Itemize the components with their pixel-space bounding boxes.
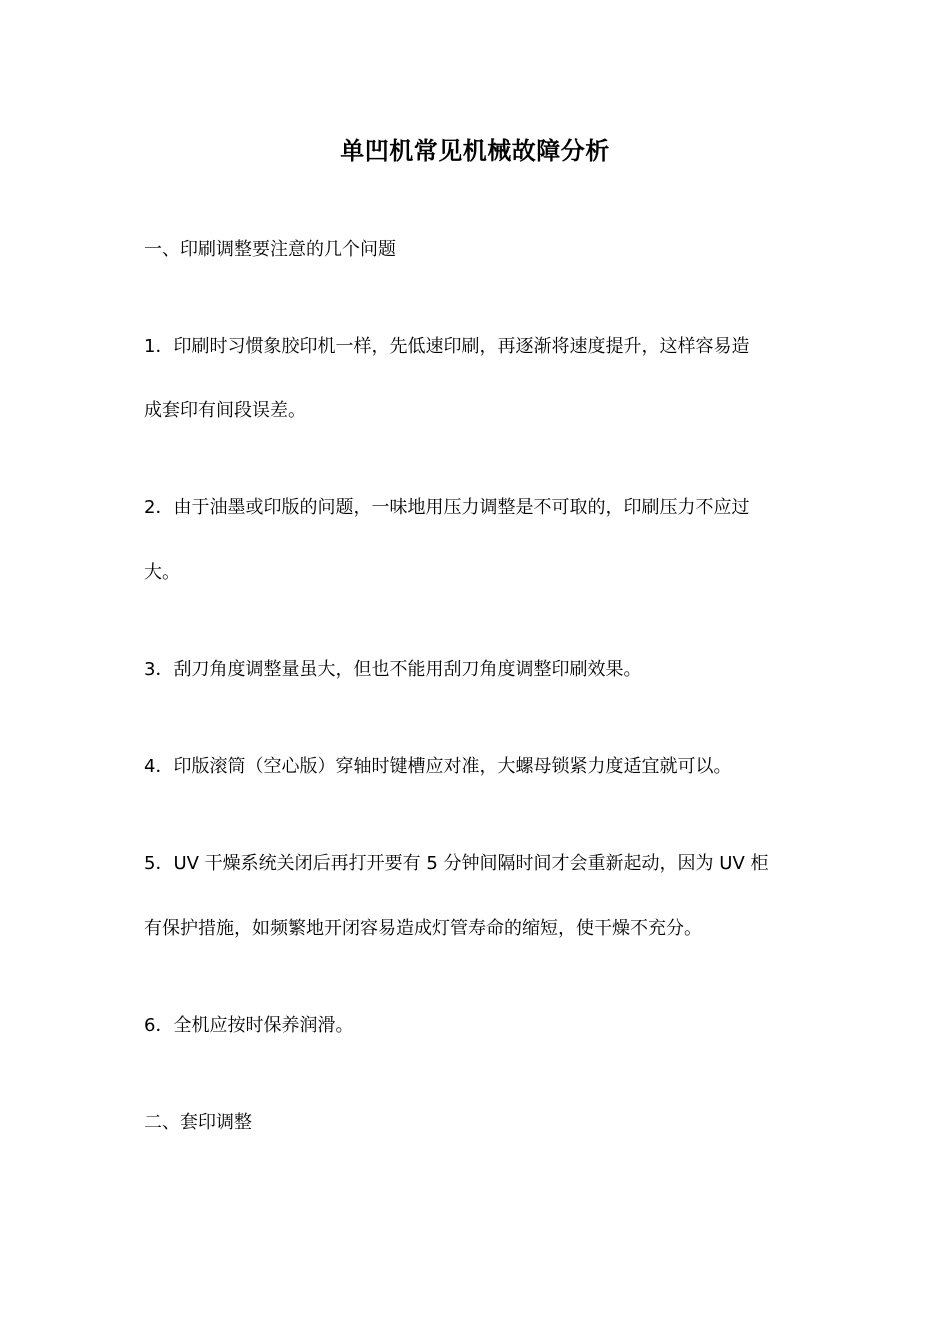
section-heading-2: 二、套印调整: [144, 1112, 252, 1133]
item-1-line-1: 1．印刷时习惯象胶印机一样，先低速印刷，再逐渐将速度提升，这样容易造: [144, 336, 750, 357]
item-5-line-1: 5．UV 干燥系统关闭后再打开要有 5 分钟间隔时间才会重新起动，因为 UV 柜: [144, 853, 769, 874]
item-4-line-1: 4．印版滚筒（空心版）穿轴时键槽应对准，大螺母锁紧力度适宜就可以。: [144, 756, 732, 777]
item-2-line-2: 大。: [144, 562, 180, 583]
item-2-line-1: 2．由于油墨或印版的问题，一味地用压力调整是不可取的，印刷压力不应过: [144, 497, 750, 518]
item-1-line-2: 成套印有间段误差。: [144, 400, 306, 421]
document-title: 单凹机常见机械故障分析: [340, 137, 610, 165]
section-heading-1: 一、印刷调整要注意的几个问题: [144, 239, 396, 260]
item-5-line-2: 有保护措施，如频繁地开闭容易造成灯管寿命的缩短，使干燥不充分。: [144, 918, 702, 939]
item-6-line-1: 6．全机应按时保养润滑。: [144, 1015, 354, 1036]
item-3-line-1: 3．刮刀角度调整量虽大，但也不能用刮刀角度调整印刷效果。: [144, 659, 642, 680]
